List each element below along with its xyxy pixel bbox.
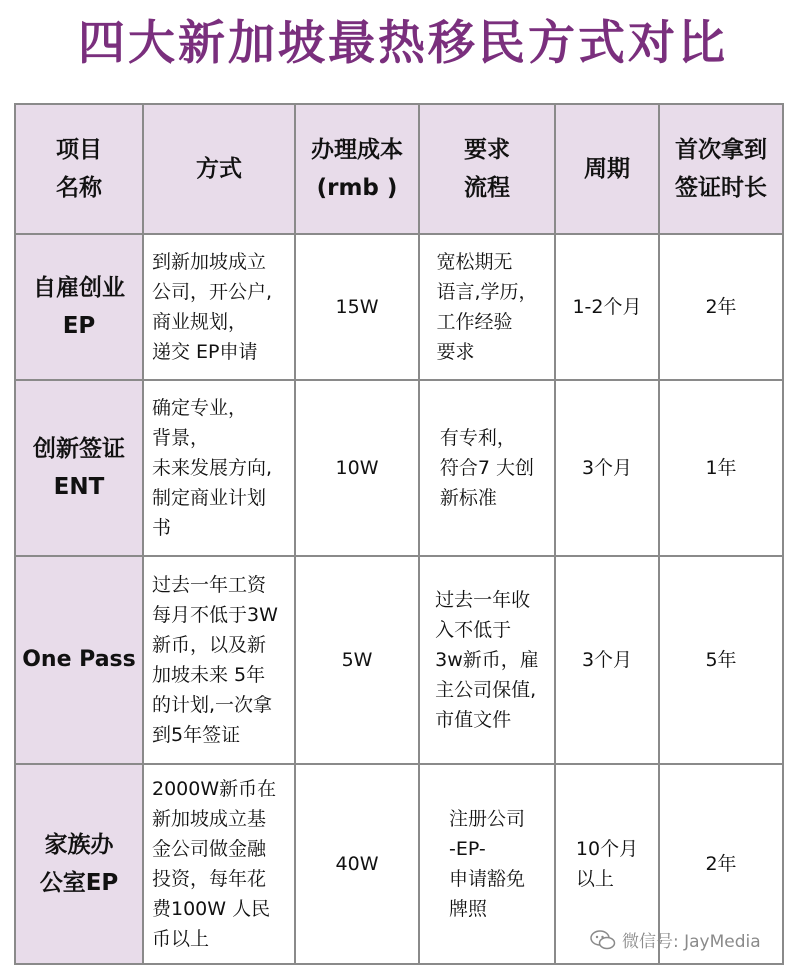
table-row: [15, 234, 783, 380]
row-name: 家族办 公室EP: [15, 764, 143, 964]
row-name: One Pass: [15, 556, 143, 764]
row-requirement: 过去一年收 入不低于 3w新币，雇 主公司保值, 市值文件: [419, 556, 555, 764]
header-period: 周期: [555, 104, 659, 234]
wechat-icon: [590, 930, 616, 950]
watermark-text: 微信号: JayMedia: [622, 932, 761, 952]
row-visa: 5年: [659, 556, 783, 764]
table-row: [15, 380, 783, 556]
row-visa: 2年: [659, 234, 783, 380]
comparison-table: [14, 103, 784, 965]
row-cost: 5W: [295, 556, 419, 764]
row-period: 3个月: [555, 556, 659, 764]
row-name: 创新签证 ENT: [15, 380, 143, 556]
row-method: 过去一年工资 每月不低于3W 新币，以及新 加坡未来 5年 的计划,一次拿 到5年签证: [143, 556, 295, 764]
header-requirement: 要求 流程: [419, 104, 555, 234]
header-row: [15, 104, 783, 234]
page-title: 四大新加坡最热移民方式对比: [78, 16, 728, 71]
row-period: 10个月 以上: [555, 764, 659, 964]
table-row: [15, 556, 783, 764]
row-requirement: 有专利， 符合7 大创 新标准: [419, 380, 555, 556]
row-cost: 40W: [295, 764, 419, 964]
header-method: 方式: [143, 104, 295, 234]
row-requirement: 注册公司 -EP- 申请豁免 牌照: [419, 764, 555, 964]
watermark: [590, 927, 761, 952]
row-visa: 2年: [659, 764, 783, 964]
row-cost: 15W: [295, 234, 419, 380]
header-name: 项目 名称: [15, 104, 143, 234]
row-visa: 1年: [659, 380, 783, 556]
row-cost: 10W: [295, 380, 419, 556]
row-period: 3个月: [555, 380, 659, 556]
row-method: 到新加坡成立 公司，开公户, 商业规划， 递交 EP申请: [143, 234, 295, 380]
row-method: 确定专业， 背景， 未来发展方向, 制定商业计划 书: [143, 380, 295, 556]
row-name: 自雇创业 EP: [15, 234, 143, 380]
header-visa: 首次拿到 签证时长: [659, 104, 783, 234]
row-requirement: 宽松期无 语言,学历， 工作经验 要求: [419, 234, 555, 380]
row-period: 1-2个月: [555, 234, 659, 380]
row-method: 2000W新币在 新加坡成立基 金公司做金融 投资，每年花 费100W 人民 币以上: [143, 764, 295, 964]
header-cost: 办理成本 (rmb ): [295, 104, 419, 234]
